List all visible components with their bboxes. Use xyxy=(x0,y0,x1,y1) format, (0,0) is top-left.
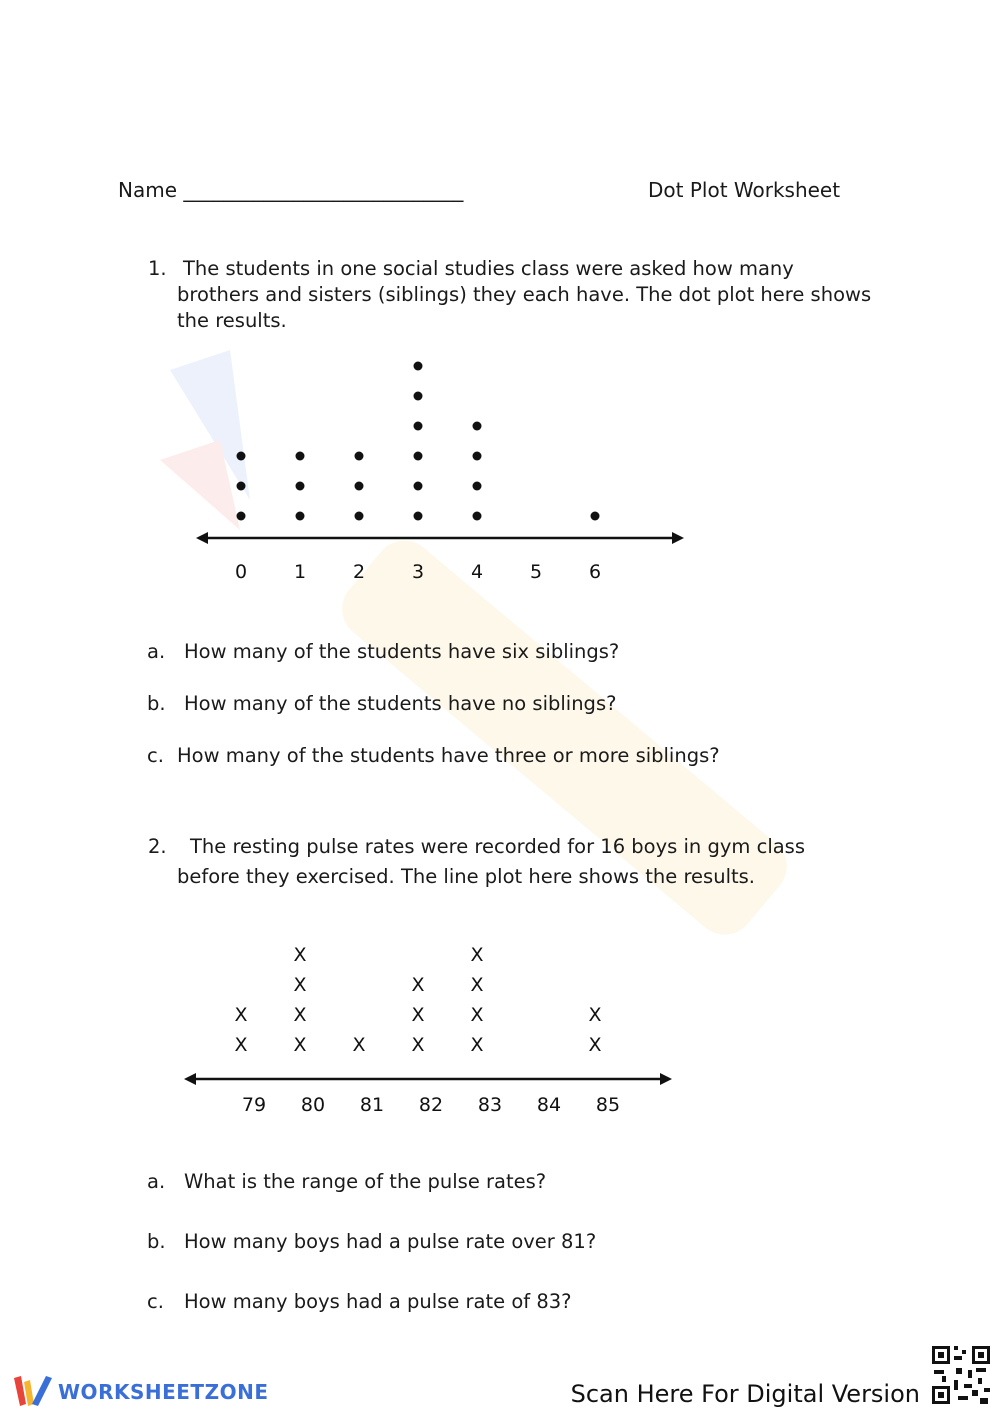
q2-line-1: The resting pulse rates were recorded for 16 boys in gym class xyxy=(190,835,806,858)
q1-line-2: brothers and sisters (siblings) they each have. The dot plot here shows xyxy=(177,283,872,306)
line-plot-tick-label-81: 81 xyxy=(359,1094,385,1116)
q2b-text: How many boys had a pulse rate over 81? xyxy=(184,1230,597,1253)
dot-plot-mark-2-2 xyxy=(355,482,364,491)
q2c-text: How many boys had a pulse rate of 83? xyxy=(184,1290,572,1313)
dot-plot-mark-4-4 xyxy=(473,422,482,431)
line-plot-tick-label-84: 84 xyxy=(536,1094,562,1116)
dot-plot-mark-4-2 xyxy=(473,482,482,491)
dot-plot-tick-label-3: 3 xyxy=(411,561,425,583)
line-plot-tick-label-83: 83 xyxy=(477,1094,503,1116)
dot-plot-mark-3-2 xyxy=(414,482,423,491)
dot-plot-mark-4-1 xyxy=(473,512,482,521)
dot-plot-arrow-left xyxy=(196,532,208,544)
q2-number: 2. xyxy=(148,835,167,858)
name-line: ____________________________ xyxy=(183,178,464,202)
line-plot-mark-80-4: X xyxy=(293,944,307,966)
dot-plot-tick-label-6: 6 xyxy=(588,561,602,583)
qr-code-icon[interactable] xyxy=(928,1342,994,1408)
q1-number: 1. xyxy=(148,257,167,280)
q2c-letter: c. xyxy=(147,1290,164,1313)
line-plot-mark-81-1: X xyxy=(352,1034,366,1056)
q1a-text: How many of the students have six siblings? xyxy=(184,640,620,663)
line-plot-mark-80-1: X xyxy=(293,1034,307,1056)
name-label: Name ____________________________ xyxy=(118,178,464,202)
line-plot-mark-85-1: X xyxy=(588,1034,602,1056)
dot-plot-tick-label-2: 2 xyxy=(352,561,366,583)
dot-plot-mark-1-2 xyxy=(296,482,305,491)
dot-plot-tick-label-0: 0 xyxy=(234,561,248,583)
line-plot-tick-label-82: 82 xyxy=(418,1094,444,1116)
dot-plot-mark-0-2 xyxy=(237,482,246,491)
dot-plot-tick-label-5: 5 xyxy=(529,561,543,583)
dot-plot-mark-0-3 xyxy=(237,452,246,461)
line-plot-tick-label-79: 79 xyxy=(241,1094,267,1116)
dot-plot-mark-6-1 xyxy=(591,512,600,521)
line-plot-arrow-right xyxy=(660,1073,672,1085)
brand-name: WORKSHEETZONE xyxy=(58,1380,269,1404)
line-plot-mark-83-2: X xyxy=(470,1004,484,1026)
q1b-text: How many of the students have no siblings? xyxy=(184,692,617,715)
line-plot-mark-79-2: X xyxy=(234,1004,248,1026)
line-plot-mark-82-2: X xyxy=(411,1004,425,1026)
dot-plot-mark-4-3 xyxy=(473,452,482,461)
dot-plot-tick-label-1: 1 xyxy=(293,561,307,583)
q2b-letter: b. xyxy=(147,1230,166,1253)
dot-plot-mark-3-6 xyxy=(414,362,423,371)
dot-plot xyxy=(0,340,1000,610)
line-plot-tick-label-80: 80 xyxy=(300,1094,326,1116)
dot-plot-mark-0-1 xyxy=(237,512,246,521)
dot-plot-mark-3-5 xyxy=(414,392,423,401)
line-plot xyxy=(0,920,1000,1130)
dot-plot-mark-3-4 xyxy=(414,422,423,431)
dot-plot-mark-3-3 xyxy=(414,452,423,461)
q2-line-2: before they exercised. The line plot here shows the results. xyxy=(177,865,755,888)
q1c-text: How many of the students have three or more siblings? xyxy=(177,744,720,767)
scan-caption: Scan Here For Digital Version xyxy=(570,1380,920,1408)
footer-brand[interactable] xyxy=(12,1374,268,1410)
dot-plot-tick-label-4: 4 xyxy=(470,561,484,583)
line-plot-mark-80-2: X xyxy=(293,1004,307,1026)
page-title: Dot Plot Worksheet xyxy=(648,178,841,202)
line-plot-tick-label-85: 85 xyxy=(595,1094,621,1116)
dot-plot-mark-1-1 xyxy=(296,512,305,521)
line-plot-mark-85-2: X xyxy=(588,1004,602,1026)
worksheetzone-logo-icon xyxy=(12,1374,52,1410)
q1a-letter: a. xyxy=(147,640,166,663)
dot-plot-mark-1-3 xyxy=(296,452,305,461)
dot-plot-mark-2-3 xyxy=(355,452,364,461)
q1-line-1: The students in one social studies class were asked how many xyxy=(183,257,794,280)
line-plot-mark-83-1: X xyxy=(470,1034,484,1056)
dot-plot-mark-3-1 xyxy=(414,512,423,521)
line-plot-mark-83-3: X xyxy=(470,974,484,996)
q2a-letter: a. xyxy=(147,1170,166,1193)
line-plot-mark-80-3: X xyxy=(293,974,307,996)
dot-plot-arrow-right xyxy=(672,532,684,544)
line-plot-mark-82-1: X xyxy=(411,1034,425,1056)
q1-line-3: the results. xyxy=(177,309,287,332)
q1b-letter: b. xyxy=(147,692,166,715)
line-plot-mark-79-1: X xyxy=(234,1034,248,1056)
q1c-letter: c. xyxy=(147,744,164,767)
line-plot-mark-82-3: X xyxy=(411,974,425,996)
line-plot-mark-83-4: X xyxy=(470,944,484,966)
q2a-text: What is the range of the pulse rates? xyxy=(184,1170,547,1193)
line-plot-arrow-left xyxy=(184,1073,196,1085)
dot-plot-mark-2-1 xyxy=(355,512,364,521)
